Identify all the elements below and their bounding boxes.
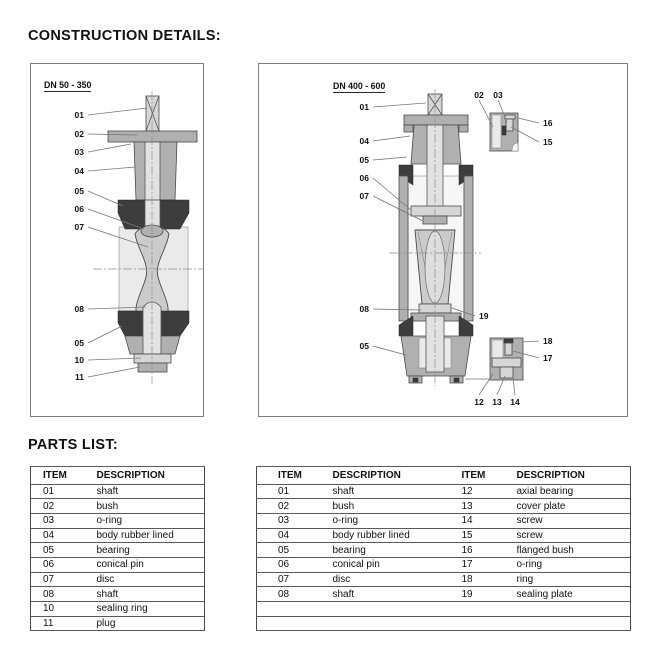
- empty-row: [257, 616, 631, 631]
- description-cell: bearing: [333, 543, 460, 558]
- callout-label-08: 08: [74, 304, 84, 314]
- description-cell: sealing ring: [97, 602, 205, 617]
- callout-label-10: 10: [74, 355, 84, 365]
- description-cell: shaft: [333, 587, 460, 602]
- parts-table-dn50: [30, 466, 205, 631]
- description-cell: bush: [333, 499, 460, 514]
- callout-leader-10: [88, 358, 141, 360]
- item-cell: 16: [460, 543, 517, 558]
- description-header: DESCRIPTION: [517, 467, 631, 485]
- callout-label-19: 19: [479, 311, 489, 321]
- item-cell: 17: [460, 557, 517, 572]
- table-row: [31, 543, 205, 558]
- top-flange: [404, 115, 468, 125]
- table-row: [257, 513, 631, 528]
- callout-label-03: 03: [74, 147, 84, 157]
- callout-label-05: 05: [74, 338, 84, 348]
- callout-leader-03: [88, 144, 131, 152]
- upper-shaft-end: [146, 96, 159, 131]
- empty-row: [257, 602, 631, 617]
- description-cell: ring: [517, 572, 631, 587]
- empty-cell: [517, 602, 631, 617]
- table-row: [31, 513, 205, 528]
- table-row: [31, 572, 205, 587]
- item-cell: 04: [257, 528, 333, 543]
- table-row: [31, 528, 205, 543]
- description-cell: disc: [333, 572, 460, 587]
- foot-plug-right: [454, 378, 459, 382]
- table-row: [257, 557, 631, 572]
- callout-leader-05: [373, 346, 406, 355]
- description-cell: o-ring: [517, 557, 631, 572]
- dn50-range-label: DN 50 - 350: [44, 80, 92, 90]
- table-row: [31, 499, 205, 514]
- callout-label-13: 13: [492, 397, 502, 407]
- item-cell: 03: [257, 513, 333, 528]
- callout-label-17: 17: [543, 353, 553, 363]
- bottom-detail-inset: [465, 338, 523, 380]
- item-cell: 07: [257, 572, 333, 587]
- upper-shaft-lower: [145, 200, 160, 228]
- callout-label-02: 02: [474, 90, 484, 100]
- description-cell: plug: [97, 616, 205, 631]
- table-row: [257, 528, 631, 543]
- parts-list-title: PARTS LIST:: [28, 437, 119, 453]
- description-header: DESCRIPTION: [333, 467, 460, 485]
- callout-label-07: 07: [359, 191, 369, 201]
- table-row: [31, 602, 205, 617]
- page-title: CONSTRUCTION DETAILS:: [28, 28, 221, 44]
- callout-label-02: 02: [74, 129, 84, 139]
- table-row: [257, 484, 631, 499]
- item-cell: 02: [31, 499, 97, 514]
- valve-drawing-dn50: [31, 64, 203, 416]
- empty-cell: [460, 616, 517, 631]
- callout-label-04: 04: [74, 166, 84, 176]
- description-cell: shaft: [333, 484, 460, 499]
- callout-label-03: 03: [493, 90, 503, 100]
- description-cell: screw: [517, 513, 631, 528]
- upper-bush: [411, 206, 461, 216]
- description-cell: bearing: [97, 543, 205, 558]
- callout-label-12: 12: [474, 397, 484, 407]
- item-cell: 18: [460, 572, 517, 587]
- callout-label-05: 05: [359, 155, 369, 165]
- item-cell: 03: [31, 513, 97, 528]
- description-cell: axial bearing: [517, 484, 631, 499]
- item-cell: 02: [257, 499, 333, 514]
- empty-cell: [517, 616, 631, 631]
- item-cell: 19: [460, 587, 517, 602]
- item-header: ITEM: [460, 467, 517, 485]
- table-row: [31, 557, 205, 572]
- diagram-dn400-box: [258, 63, 628, 417]
- item-cell: 07: [31, 572, 97, 587]
- callout-leader-11: [88, 367, 140, 377]
- dn400-range-label: DN 400 - 600: [333, 81, 386, 91]
- valve-drawing-dn400: [259, 64, 627, 416]
- callout-label-15: 15: [543, 137, 553, 147]
- table-row: [257, 499, 631, 514]
- plug: [138, 363, 167, 372]
- description-cell: body rubber lined: [97, 528, 205, 543]
- description-cell: shaft: [97, 484, 205, 499]
- item-cell: 06: [31, 557, 97, 572]
- callout-leader-18: [522, 341, 539, 342]
- item-cell: 14: [460, 513, 517, 528]
- table-row: [257, 587, 631, 602]
- header-row: [31, 467, 205, 485]
- callout-label-05: 05: [359, 341, 369, 351]
- callout-label-16: 16: [543, 118, 553, 128]
- description-header: DESCRIPTION: [97, 467, 205, 485]
- item-cell: 01: [31, 484, 97, 499]
- description-cell: sealing plate: [517, 587, 631, 602]
- flange-tab-left: [404, 125, 413, 132]
- parts-table-dn400: [256, 466, 631, 631]
- callout-label-07: 07: [74, 222, 84, 232]
- callout-leader-16: [518, 118, 539, 123]
- empty-cell: [257, 616, 333, 631]
- callout-leader-12: [479, 374, 493, 395]
- header-row: [257, 467, 631, 485]
- top-detail-inset: [490, 113, 518, 151]
- description-cell: bush: [97, 499, 205, 514]
- description-cell: cover plate: [517, 499, 631, 514]
- callout-leader-04: [373, 136, 410, 141]
- callout-leader-14: [513, 378, 515, 395]
- item-cell: 04: [31, 528, 97, 543]
- description-cell: conical pin: [333, 557, 460, 572]
- callout-label-06: 06: [74, 204, 84, 214]
- body-wall-right: [464, 176, 473, 321]
- description-cell: flanged bush: [517, 543, 631, 558]
- item-cell: 08: [31, 587, 97, 602]
- table-row: [31, 484, 205, 499]
- item-cell: 05: [257, 543, 333, 558]
- callout-label-14: 14: [510, 397, 520, 407]
- callout-label-01: 01: [74, 110, 84, 120]
- callout-label-05: 05: [74, 186, 84, 196]
- callout-label-11: 11: [75, 372, 84, 382]
- callout-leader-05: [373, 157, 407, 160]
- item-cell: 01: [257, 484, 333, 499]
- table-row: [31, 616, 205, 631]
- callout-label-06: 06: [359, 173, 369, 183]
- callout-label-04: 04: [359, 136, 369, 146]
- top-flange: [108, 131, 197, 142]
- description-cell: conical pin: [97, 557, 205, 572]
- item-header: ITEM: [31, 467, 97, 485]
- table-row: [31, 587, 205, 602]
- description-cell: screw: [517, 528, 631, 543]
- foot-plug-left: [413, 378, 418, 382]
- item-cell: 06: [257, 557, 333, 572]
- body-wall-left: [399, 176, 408, 321]
- sealing-ring: [134, 354, 171, 363]
- description-cell: o-ring: [97, 513, 205, 528]
- item-cell: 15: [460, 528, 517, 543]
- description-cell: o-ring: [333, 513, 460, 528]
- table-row: [257, 543, 631, 558]
- item-cell: 12: [460, 484, 517, 499]
- callout-label-18: 18: [543, 336, 553, 346]
- callout-leader-01: [373, 103, 426, 107]
- description-cell: shaft: [97, 587, 205, 602]
- empty-cell: [333, 616, 460, 631]
- callout-leader-04: [88, 167, 135, 171]
- callout-leader-05: [88, 326, 122, 343]
- callout-leader-01: [88, 108, 147, 115]
- item-cell: 11: [31, 616, 97, 631]
- flange-tab-right: [459, 125, 468, 132]
- item-cell: 10: [31, 602, 97, 617]
- item-cell: 05: [31, 543, 97, 558]
- item-header: ITEM: [257, 467, 333, 485]
- table-row: [257, 572, 631, 587]
- empty-cell: [257, 602, 333, 617]
- diagram-dn50-box: [30, 63, 204, 417]
- callout-label-08: 08: [359, 304, 369, 314]
- empty-cell: [333, 602, 460, 617]
- description-cell: disc: [97, 572, 205, 587]
- description-cell: body rubber lined: [333, 528, 460, 543]
- empty-cell: [460, 602, 517, 617]
- item-cell: 08: [257, 587, 333, 602]
- callout-leader-05: [88, 191, 123, 206]
- callout-label-01: 01: [359, 102, 369, 112]
- item-cell: 13: [460, 499, 517, 514]
